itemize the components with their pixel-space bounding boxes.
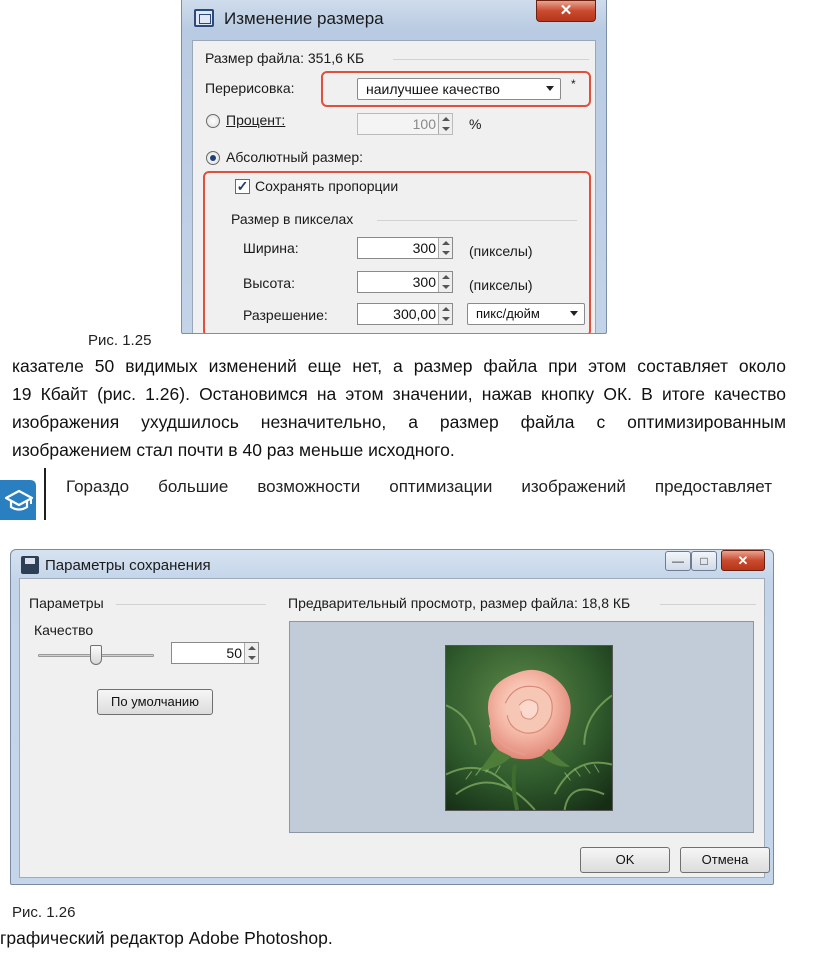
quality-label: Качество (34, 622, 94, 638)
keep-ratio-checkbox[interactable]: ✓ (236, 178, 249, 194)
resize-app-icon (194, 9, 214, 27)
preview-label: Предварительный просмотр, размер файла: 18,8 КБ (288, 595, 631, 611)
chevron-down-icon (546, 86, 554, 91)
absolute-radio[interactable] (206, 151, 220, 165)
resolution-input[interactable] (357, 303, 453, 325)
footer-text: графический редактор Adobe Photoshop. (0, 928, 333, 948)
width-unit: (пикселы) (469, 243, 533, 259)
footer-line (0, 924, 774, 952)
figure-caption: Рис. 1.25 (88, 332, 152, 349)
resolution-spinner[interactable] (438, 304, 452, 324)
close-button[interactable]: ✕ (536, 0, 596, 22)
dialog-body (192, 40, 596, 334)
note-text: Гораздо большие возможности оптимизации изображений предоставляет (66, 477, 772, 496)
width-spinner[interactable] (438, 238, 452, 258)
width-value: 300 (412, 240, 436, 256)
percent-value: 100 (412, 116, 436, 132)
title-bar[interactable] (182, 0, 606, 36)
save-params-dialog (10, 549, 774, 885)
close-button[interactable]: ✕ (721, 550, 765, 571)
dialog-title: Изменение размера (224, 9, 384, 28)
paragraph-line: изображением стал почти в 40 раз меньше исходного. (12, 440, 455, 460)
quality-input[interactable] (171, 642, 259, 664)
quality-value: 50 (226, 645, 242, 661)
divider (377, 220, 577, 221)
paragraph-line: 19 Кбайт (рис. 1.26). Остановимся на этом значении, нажав кнопку ОК. В итоге качество (12, 384, 786, 404)
keep-ratio-label: Сохранять пропорции (255, 178, 399, 194)
resize-dialog (181, 0, 607, 334)
minimize-button[interactable]: — (665, 551, 691, 571)
rose-preview-image (445, 645, 613, 811)
absolute-label: Абсолютный размер: (226, 149, 364, 165)
maximize-button[interactable]: □ (691, 551, 717, 571)
resolution-value: 300,00 (393, 306, 436, 322)
height-label: Высота: (243, 275, 295, 291)
paragraph-line: изображения ухудшилось незначительно, а размер файла с оптимизированным (12, 412, 786, 432)
width-input[interactable] (357, 237, 453, 259)
divider (393, 59, 589, 60)
ok-button-label: OK (615, 852, 635, 867)
cancel-button-label: Отмена (701, 852, 749, 867)
divider (116, 604, 266, 605)
resolution-unit: пикс/дюйм (476, 306, 540, 321)
note-divider (44, 468, 46, 520)
percent-input[interactable] (357, 113, 453, 135)
height-value: 300 (412, 274, 436, 290)
preview-pane (289, 621, 754, 833)
resample-value: наилучшее качество (366, 81, 500, 97)
percent-unit: % (469, 116, 482, 132)
percent-label: Процент: (226, 112, 286, 128)
body-paragraph (12, 352, 786, 464)
resample-select[interactable] (357, 78, 561, 100)
cancel-button[interactable] (680, 847, 770, 873)
percent-radio[interactable] (206, 114, 220, 128)
pixel-size-label: Размер в пикселах (231, 211, 354, 227)
dialog-title: Параметры сохранения (45, 557, 211, 574)
dialog-body (19, 578, 765, 878)
save-icon (21, 556, 39, 574)
resample-marker: * (571, 77, 576, 91)
height-input[interactable] (357, 271, 453, 293)
percent-spinner[interactable] (438, 114, 452, 134)
default-button-label: По умолчанию (111, 694, 199, 709)
resolution-unit-select[interactable] (467, 303, 585, 325)
height-unit: (пикселы) (469, 277, 533, 293)
height-spinner[interactable] (438, 272, 452, 292)
paragraph-line: казателе 50 видимых изменений еще нет, а размер файла при этом составляет около (12, 356, 786, 376)
ok-button[interactable] (580, 847, 670, 873)
width-label: Ширина: (243, 240, 299, 256)
quality-slider-thumb[interactable] (90, 645, 102, 665)
resample-label: Перерисовка: (205, 80, 295, 96)
figure-caption: Рис. 1.26 (12, 904, 76, 921)
params-label: Параметры (29, 595, 104, 611)
file-size-label: Размер файла: 351,6 КБ (205, 50, 365, 66)
divider (660, 604, 756, 605)
chevron-down-icon (570, 311, 578, 316)
resolution-label: Разрешение: (243, 307, 328, 323)
default-button[interactable] (97, 689, 213, 715)
quality-spinner[interactable] (244, 643, 258, 663)
graduation-cap-icon (0, 476, 36, 520)
